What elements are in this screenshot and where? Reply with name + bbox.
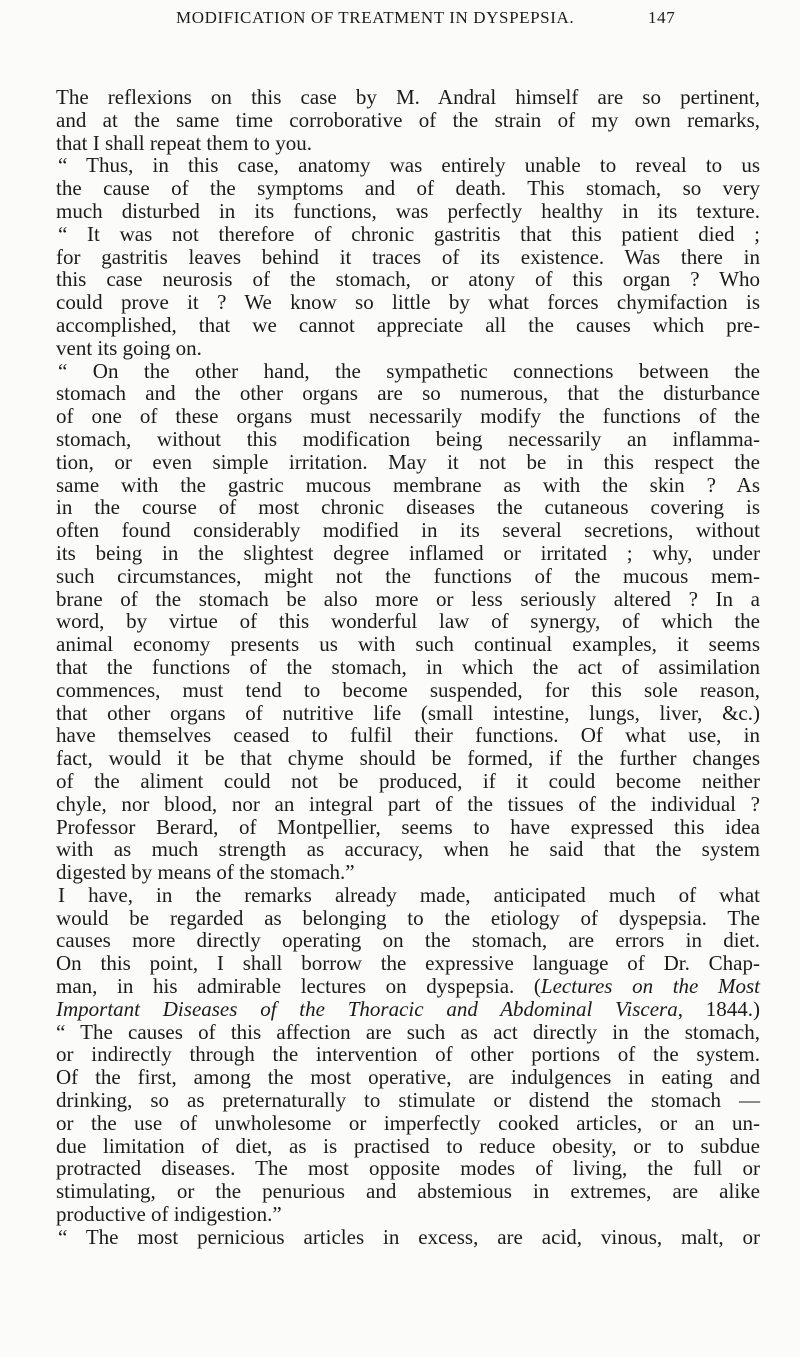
text-line (56, 542, 760, 565)
text-segment: productive of indigestion.” (56, 1202, 282, 1227)
text-segment: such circumstances, might not the functions of the mucous mem- (56, 563, 760, 588)
text-segment: commences, must tend to become suspended, for this sole reason, (56, 677, 760, 702)
text-segment: and at the same time corroborative of the strain of my own remarks, (56, 107, 760, 132)
text-segment: protracted diseases. The most opposite modes of living, the full or (56, 1156, 760, 1181)
text-line (56, 337, 760, 360)
text-line (56, 474, 760, 497)
text-line (56, 86, 760, 109)
text-segment: or indirectly through the intervention of other portions of the system. (56, 1042, 760, 1067)
text-segment: often found considerably modified in its several secretions, without (56, 518, 760, 543)
text-line (56, 177, 760, 200)
text-line (56, 451, 760, 474)
text-segment: much disturbed in its functions, was perfectly healthy in its texture. (56, 198, 760, 223)
text-segment: animal economy presents us with such continual examples, it seems (56, 632, 760, 657)
text-line (56, 1089, 760, 1112)
text-segment: word, by virtue of this wonderful law of synergy, of which the (56, 609, 760, 634)
text-segment: digested by means of the stomach.” (56, 860, 355, 885)
text-line (56, 405, 760, 428)
text-line (56, 360, 760, 383)
text-line (56, 884, 760, 907)
text-segment: The reflexions on this case by M. Andral himself are so pertinent, (56, 85, 760, 109)
text-line (56, 223, 760, 246)
text-line (56, 1157, 760, 1180)
text-segment: of the aliment could not be produced, if it could become neither (56, 768, 760, 793)
text-line (56, 154, 760, 177)
text-line (56, 200, 760, 223)
text-line (56, 1021, 760, 1044)
text-line (56, 793, 760, 816)
text-line (56, 246, 760, 269)
text-segment: the cause of the symptoms and of death. This stomach, so very (56, 176, 760, 201)
text-segment: causes more directly operating on the stomach, are errors in diet. (56, 928, 760, 953)
page-number: 147 (648, 8, 676, 27)
text-line (56, 1112, 760, 1135)
italic-text-segment: Lectures on the Most (540, 974, 760, 999)
text-segment: vent its going on. (56, 335, 202, 360)
text-segment: that other organs of nutritive life (small intestine, lungs, liver, &c.) (56, 700, 760, 725)
text-line (56, 428, 760, 451)
text-line (56, 770, 760, 793)
text-segment: fact, would it be that chyme should be formed, if the further changes (56, 746, 760, 771)
text-segment: that I shall repeat them to you. (56, 130, 313, 155)
text-segment: same with the gastric mucous membrane as with the skin ? As (56, 472, 760, 497)
text-line (56, 633, 760, 656)
text-line (56, 496, 760, 519)
text-segment: could prove it ? We know so little by what forces chymifaction is (56, 290, 760, 315)
text-segment: brane of the stomach be also more or less seriously altered ? In a (56, 586, 760, 611)
text-line (56, 861, 760, 884)
text-segment: of one of these organs must necessarily modify the functions of the (56, 404, 760, 429)
text-segment: that the functions of the stomach, in which the act of assimilation (56, 654, 760, 679)
text-line (56, 314, 760, 337)
text-line (56, 132, 760, 155)
text-segment: stomach and the other organs are so numerous, that the disturbance (56, 381, 760, 406)
text-segment: “ The most pernicious articles in excess, are acid, vinous, malt, or (58, 1224, 760, 1249)
text-line (56, 1043, 760, 1066)
text-line (56, 929, 760, 952)
text-segment: have themselves ceased to fulfil their functions. Of what use, in (56, 723, 760, 748)
text-line (56, 724, 760, 747)
text-segment: , 1844.) (677, 996, 760, 1021)
text-segment: “ On the other hand, the sympathetic connections between the (58, 358, 760, 383)
text-segment: in the course of most chronic diseases the cutaneous covering is (56, 495, 760, 520)
text-line (56, 838, 760, 861)
running-header (176, 8, 696, 28)
text-line (56, 1226, 760, 1249)
text-segment: chyle, nor blood, nor an integral part of the tissues of the individual ? (56, 791, 760, 816)
text-line (56, 565, 760, 588)
text-segment: man, in his admirable lectures on dyspepsia. ( (56, 974, 541, 999)
text-segment: drinking, so as preternaturally to stimulate or distend the stomach — (56, 1088, 760, 1113)
text-segment: for gastritis leaves behind it traces of its existence. Was there in (56, 244, 760, 269)
text-segment: “ The causes of this affection are such as act directly in the stomach, (56, 1019, 760, 1044)
text-line (56, 952, 760, 975)
text-line (56, 1180, 760, 1203)
text-line (56, 588, 760, 611)
text-segment: with as much strength as accuracy, when he said that the system (56, 837, 760, 862)
text-line (56, 998, 760, 1021)
text-segment: I have, in the remarks already made, anticipated much of what (58, 882, 760, 907)
text-line (56, 109, 760, 132)
text-segment: due limitation of diet, as is practised to reduce obesity, or to subdue (56, 1133, 760, 1158)
text-segment: this case neurosis of the stomach, or atony of this organ ? Who (56, 267, 760, 292)
text-segment: On this point, I shall borrow the expressive language of Dr. Chap- (56, 951, 760, 976)
text-segment: tion, or even simple irritation. May it not be in this respect the (56, 449, 760, 474)
text-segment: would be regarded as belonging to the etiology of dyspepsia. The (56, 905, 760, 930)
text-line (56, 519, 760, 542)
text-line (56, 747, 760, 770)
text-line (56, 610, 760, 633)
text-segment: or the use of unwholesome or imperfectly cooked articles, or an un- (56, 1110, 760, 1135)
text-line (56, 1135, 760, 1158)
text-segment: its being in the slightest degree inflamed or irritated ; why, under (56, 540, 760, 565)
text-line (56, 975, 760, 998)
italic-text-segment: Important Diseases of the Thoracic and Abdominal Viscera (56, 996, 678, 1021)
text-segment: Of the first, among the most operative, are indulgences in eating and (56, 1065, 760, 1090)
text-segment: “ It was not therefore of chronic gastritis that this patient died ; (58, 221, 760, 246)
text-line (56, 816, 760, 839)
text-segment: “ Thus, in this case, anatomy was entirely unable to reveal to us (58, 153, 760, 178)
text-line (56, 291, 760, 314)
text-line (56, 656, 760, 679)
running-title: MODIFICATION OF TREATMENT IN DYSPEPSIA. (176, 8, 575, 27)
text-segment: accomplished, that we cannot appreciate all the causes which pre- (56, 312, 760, 337)
text-line (56, 702, 760, 725)
text-segment: stomach, without this modification being necessarily an inflamma- (56, 426, 760, 451)
text-line (56, 382, 760, 405)
text-line (56, 679, 760, 702)
text-line (56, 907, 760, 930)
text-line (56, 1203, 760, 1226)
text-line (56, 1066, 760, 1089)
text-line (56, 268, 760, 291)
body-text (56, 86, 760, 1249)
text-segment: Professor Berard, of Montpellier, seems to have expressed this idea (56, 814, 760, 839)
text-segment: stimulating, or the penurious and abstemious in extremes, are alike (56, 1179, 760, 1204)
